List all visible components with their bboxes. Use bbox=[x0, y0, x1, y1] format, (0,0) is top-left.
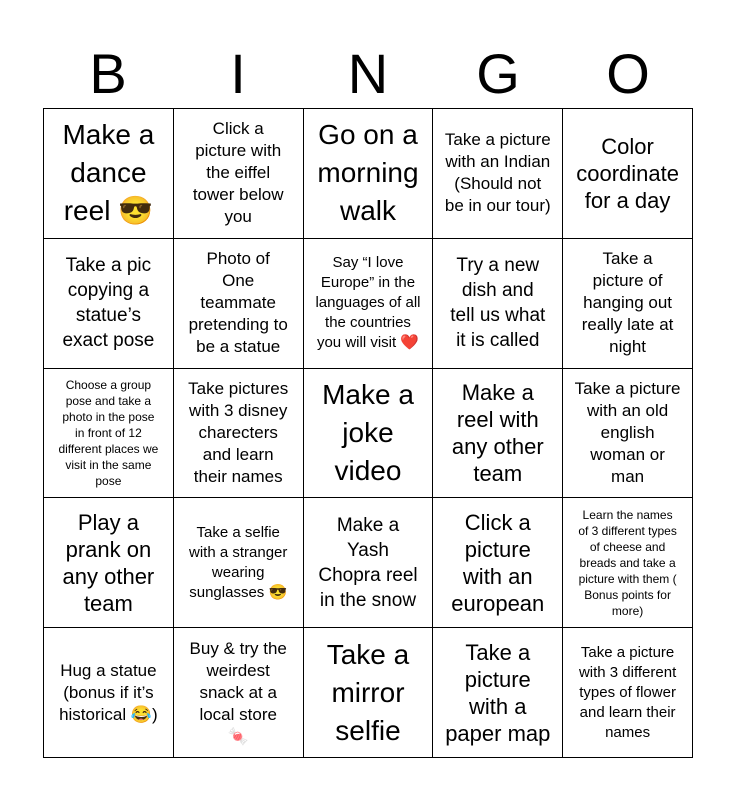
bingo-cell[interactable] bbox=[174, 239, 304, 369]
cell-text: Color coordinate for a day bbox=[576, 133, 679, 213]
bingo-cell[interactable] bbox=[174, 498, 304, 628]
bingo-cell[interactable] bbox=[563, 109, 693, 239]
bingo-cell[interactable] bbox=[304, 498, 434, 628]
bingo-cell[interactable] bbox=[304, 109, 434, 239]
header-letter-i: I bbox=[230, 42, 246, 105]
cell-text: Make a reel with any other team bbox=[451, 379, 544, 486]
cell-text: Take a picture with a paper map bbox=[445, 639, 551, 746]
bingo-cell[interactable] bbox=[304, 239, 434, 369]
bingo-cell[interactable] bbox=[44, 239, 174, 369]
bingo-cell[interactable] bbox=[563, 239, 693, 369]
bingo-cell[interactable] bbox=[44, 498, 174, 628]
cell-text: Make a Yash Chopra reel in the snow bbox=[318, 514, 418, 611]
cell-text: Take pictures with 3 disney charecters and learn their names bbox=[188, 378, 289, 486]
bingo-cell[interactable] bbox=[433, 628, 563, 758]
bingo-cell[interactable] bbox=[433, 369, 563, 499]
cell-text: Take a picture of hanging out really late at night bbox=[581, 249, 674, 357]
cell-text: Go on a morning walk bbox=[317, 119, 419, 227]
cell-text: Say “I love Europe” in the languages of all the countries you will visit ❤️ bbox=[315, 254, 421, 352]
header-letter-o: O bbox=[606, 42, 650, 105]
header-letter-b: B bbox=[89, 42, 127, 105]
cell-text: Take a selfie with a stranger wearing sunglasses 😎 bbox=[189, 523, 288, 601]
bingo-cell[interactable] bbox=[433, 239, 563, 369]
cell-text: Click a picture with the eiffel tower below you bbox=[192, 119, 284, 227]
bingo-cell[interactable] bbox=[433, 109, 563, 239]
bingo-cell[interactable] bbox=[174, 369, 304, 499]
cell-text: Take a pic copying a statue’s exact pose bbox=[62, 255, 155, 352]
bingo-cell[interactable] bbox=[304, 369, 434, 499]
cell-text: Take a picture with 3 different types of flower and learn their names bbox=[578, 643, 677, 741]
header-letter-g: G bbox=[476, 42, 520, 105]
cell-text: Take a picture with an old english woman or man bbox=[574, 378, 681, 486]
cell-text: Click a picture with an european bbox=[451, 509, 545, 616]
bingo-cell[interactable] bbox=[304, 628, 434, 758]
bingo-cell[interactable] bbox=[563, 498, 693, 628]
bingo-cell[interactable] bbox=[44, 628, 174, 758]
bingo-header bbox=[43, 40, 693, 108]
cell-text: Learn the names of 3 different types of cheese and breads and take a picture with them ( Bonus points for more) bbox=[578, 507, 677, 618]
bingo-cell[interactable] bbox=[174, 628, 304, 758]
header-letter-n: N bbox=[347, 42, 389, 105]
cell-text: Take a picture with an Indian (Should not be in our tour) bbox=[444, 130, 551, 216]
bingo-cell[interactable] bbox=[44, 109, 174, 239]
cell-text: Try a new dish and tell us what it is called bbox=[450, 255, 546, 352]
cell-text: Make a dance reel 😎 bbox=[62, 119, 155, 227]
cell-text: Play a prank on any other team bbox=[62, 509, 155, 616]
cell-text: Photo of One teammate pretending to be a statue bbox=[188, 249, 288, 357]
bingo-cell[interactable] bbox=[433, 498, 563, 628]
cell-text: Buy & try the weirdest snack at a local store 🍬 bbox=[189, 638, 287, 746]
bingo-cell[interactable] bbox=[563, 628, 693, 758]
cell-text: Take a mirror selfie bbox=[326, 638, 410, 746]
cell-text: Choose a group pose and take a photo in the pose in front of 12 different places we visit in the same pose bbox=[58, 377, 159, 488]
cell-text: Hug a statue (bonus if it’s historical 😂) bbox=[59, 660, 158, 724]
cell-text: Make a joke video bbox=[322, 378, 414, 486]
bingo-cell[interactable] bbox=[44, 369, 174, 499]
bingo-cell[interactable] bbox=[174, 109, 304, 239]
bingo-grid bbox=[43, 108, 693, 758]
bingo-cell[interactable] bbox=[563, 369, 693, 499]
